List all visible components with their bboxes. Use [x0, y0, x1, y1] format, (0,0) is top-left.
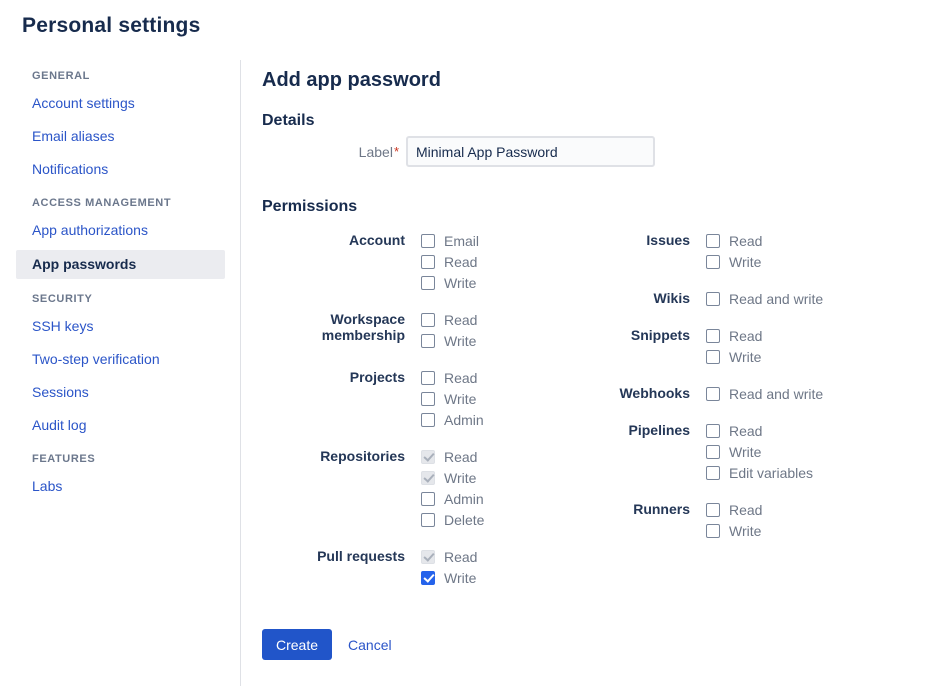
checkbox-label: Read	[729, 422, 763, 439]
sidebar-section	[0, 70, 240, 183]
form-actions	[262, 629, 916, 660]
checkbox-label: Edit variables	[729, 464, 814, 481]
checkbox-projects-admin[interactable]	[421, 413, 435, 427]
checkbox-label: Admin	[444, 411, 484, 428]
checkbox-label: Read and write	[729, 385, 824, 402]
permission-group-account	[262, 230, 562, 293]
checkbox-row-issues-write[interactable]	[706, 251, 762, 272]
permissions-column-left	[262, 230, 562, 604]
sidebar-item-sessions[interactable]: Sessions	[32, 384, 89, 400]
checkbox-label: Read and write	[729, 290, 824, 307]
permission-options	[706, 230, 762, 272]
checkbox-label: Write	[729, 522, 762, 539]
label-field-label	[262, 144, 399, 160]
checkbox-label: Email	[444, 232, 480, 249]
sidebar-item-app-authorizations[interactable]: App authorizations	[32, 222, 148, 238]
checkbox-row-workspace-membership-read[interactable]	[421, 309, 477, 330]
checkbox-label: Read	[729, 232, 763, 249]
sidebar-section-title: SECURITY	[32, 293, 93, 305]
permissions-heading: Permissions	[262, 198, 358, 215]
sidebar-item-app-passwords[interactable]: App passwords	[16, 250, 225, 279]
main-content	[240, 60, 936, 686]
sidebar-item-notifications[interactable]: Notifications	[32, 161, 109, 177]
label-field-label-text: Label	[358, 143, 393, 160]
permission-group-webhooks	[562, 383, 916, 404]
permission-group-label: Snippets	[630, 327, 690, 343]
sidebar-item-labs[interactable]: Labs	[32, 478, 63, 494]
permission-group-snippets	[562, 325, 916, 367]
required-marker: *	[393, 143, 399, 159]
checkbox-repositories-delete[interactable]	[421, 513, 435, 527]
sidebar-item-email-aliases[interactable]: Email aliases	[32, 128, 115, 144]
permission-group-label: Account	[349, 232, 405, 248]
sidebar-section	[0, 453, 240, 500]
checkbox-row-pull-requests-read	[421, 546, 477, 567]
checkbox-label: Read	[729, 327, 763, 344]
checkbox-account-email[interactable]	[421, 234, 435, 248]
permission-group-wikis	[562, 288, 916, 309]
details-heading: Details	[262, 112, 315, 129]
permission-group-label: Runners	[633, 501, 690, 517]
checkbox-label: Delete	[444, 511, 485, 528]
checkbox-label: Read	[444, 548, 478, 565]
checkbox-label: Write	[444, 274, 477, 291]
checkbox-workspace-membership-write[interactable]	[421, 334, 435, 348]
permission-group-label: Pull requests	[317, 548, 405, 564]
checkbox-row-workspace-membership-write[interactable]	[421, 330, 477, 351]
checkbox-row-pipelines-edit-variables[interactable]	[706, 462, 813, 483]
cancel-link[interactable]: Cancel	[348, 636, 392, 653]
create-button[interactable]: Create	[262, 629, 332, 660]
checkbox-label: Write	[729, 253, 762, 270]
sidebar	[0, 60, 240, 686]
checkbox-account-read[interactable]	[421, 255, 435, 269]
checkbox-row-repositories-delete[interactable]	[421, 509, 484, 530]
checkbox-label: Read	[444, 253, 478, 270]
checkbox-wikis-read-and-write[interactable]	[706, 292, 720, 306]
checkbox-repositories-admin[interactable]	[421, 492, 435, 506]
permission-group-label: Projects	[349, 369, 405, 385]
checkbox-issues-write[interactable]	[706, 255, 720, 269]
permission-group-workspace-membership	[262, 309, 562, 351]
checkbox-row-pipelines-write[interactable]	[706, 441, 813, 462]
sidebar-section	[0, 293, 240, 439]
sidebar-section	[0, 197, 240, 279]
permissions-column-right	[562, 230, 916, 604]
permission-options	[421, 546, 477, 588]
permissions-columns	[262, 230, 916, 604]
permission-group-label: Webhooks	[619, 385, 690, 401]
checkbox-account-write[interactable]	[421, 276, 435, 290]
checkbox-row-projects-write[interactable]	[421, 388, 484, 409]
checkbox-label: Write	[729, 348, 762, 365]
checkbox-pipelines-read[interactable]	[706, 424, 720, 438]
permission-options	[706, 383, 823, 404]
checkbox-row-runners-write[interactable]	[706, 520, 762, 541]
sidebar-section-title: ACCESS MANAGEMENT	[32, 197, 172, 209]
permission-options	[706, 420, 813, 483]
checkbox-label: Write	[444, 390, 477, 407]
sidebar-item-two-step-verification[interactable]: Two-step verification	[32, 351, 160, 367]
checkbox-label: Write	[444, 332, 477, 349]
permission-group-label: Workspace membership	[321, 311, 405, 343]
form-title: Add app password	[262, 69, 441, 91]
checkbox-label: Read	[444, 448, 478, 465]
sidebar-section-title: GENERAL	[32, 70, 90, 82]
sidebar-section-title: FEATURES	[32, 453, 96, 465]
permission-options	[706, 325, 762, 367]
checkbox-label: Write	[729, 443, 762, 460]
checkbox-pull-requests-write[interactable]	[421, 571, 435, 585]
checkbox-row-repositories-read	[421, 446, 484, 467]
checkbox-snippets-write[interactable]	[706, 350, 720, 364]
sidebar-item-account-settings[interactable]: Account settings	[32, 95, 135, 111]
checkbox-label: Write	[444, 469, 477, 486]
page-title: Personal settings	[22, 14, 201, 37]
checkbox-row-pipelines-read[interactable]	[706, 420, 813, 441]
permission-group-pull-requests	[262, 546, 562, 588]
checkbox-label: Write	[444, 569, 477, 586]
checkbox-webhooks-read-and-write[interactable]	[706, 387, 720, 401]
checkbox-label: Read	[444, 369, 478, 386]
checkbox-row-account-write[interactable]	[421, 272, 479, 293]
checkbox-repositories-read	[421, 450, 435, 464]
checkbox-pipelines-edit-variables[interactable]	[706, 466, 720, 480]
checkbox-issues-read[interactable]	[706, 234, 720, 248]
permission-group-pipelines	[562, 420, 916, 483]
label-field-row	[262, 136, 916, 167]
permission-group-label: Repositories	[320, 448, 405, 464]
permission-group-issues	[562, 230, 916, 272]
checkbox-row-runners-read[interactable]	[706, 499, 762, 520]
layout	[0, 60, 936, 686]
checkbox-row-webhooks-read-and-write[interactable]	[706, 383, 823, 404]
sidebar-item-ssh-keys[interactable]: SSH keys	[32, 318, 94, 334]
checkbox-row-account-email[interactable]	[421, 230, 479, 251]
checkbox-runners-read[interactable]	[706, 503, 720, 517]
checkbox-label: Read	[444, 311, 478, 328]
permission-options	[706, 499, 762, 541]
checkbox-projects-write[interactable]	[421, 392, 435, 406]
permission-options	[706, 288, 823, 309]
checkbox-row-account-read[interactable]	[421, 251, 479, 272]
checkbox-label: Admin	[444, 490, 484, 507]
permission-group-repositories	[262, 446, 562, 530]
page-header	[0, 0, 936, 60]
checkbox-row-wikis-read-and-write[interactable]	[706, 288, 823, 309]
permission-group-projects	[262, 367, 562, 430]
checkbox-row-projects-read[interactable]	[421, 367, 484, 388]
checkbox-label: Read	[729, 501, 763, 518]
checkbox-row-repositories-write	[421, 467, 484, 488]
checkbox-runners-write[interactable]	[706, 524, 720, 538]
permission-group-label: Pipelines	[628, 422, 690, 438]
checkbox-row-repositories-admin[interactable]	[421, 488, 484, 509]
checkbox-snippets-read[interactable]	[706, 329, 720, 343]
permission-group-runners	[562, 499, 916, 541]
permission-options	[421, 446, 484, 530]
checkbox-pull-requests-read	[421, 550, 435, 564]
permission-group-label: Issues	[646, 232, 690, 248]
permission-group-label: Wikis	[653, 290, 690, 306]
checkbox-row-pull-requests-write[interactable]	[421, 567, 477, 588]
sidebar-item-audit-log[interactable]: Audit log	[32, 417, 87, 433]
checkbox-row-projects-admin[interactable]	[421, 409, 484, 430]
permission-options	[421, 309, 477, 351]
checkbox-row-snippets-read[interactable]	[706, 325, 762, 346]
checkbox-projects-read[interactable]	[421, 371, 435, 385]
label-input[interactable]	[406, 136, 655, 167]
checkbox-row-snippets-write[interactable]	[706, 346, 762, 367]
checkbox-pipelines-write[interactable]	[706, 445, 720, 459]
permission-options	[421, 230, 479, 293]
permission-options	[421, 367, 484, 430]
checkbox-repositories-write	[421, 471, 435, 485]
checkbox-workspace-membership-read[interactable]	[421, 313, 435, 327]
checkbox-row-issues-read[interactable]	[706, 230, 762, 251]
